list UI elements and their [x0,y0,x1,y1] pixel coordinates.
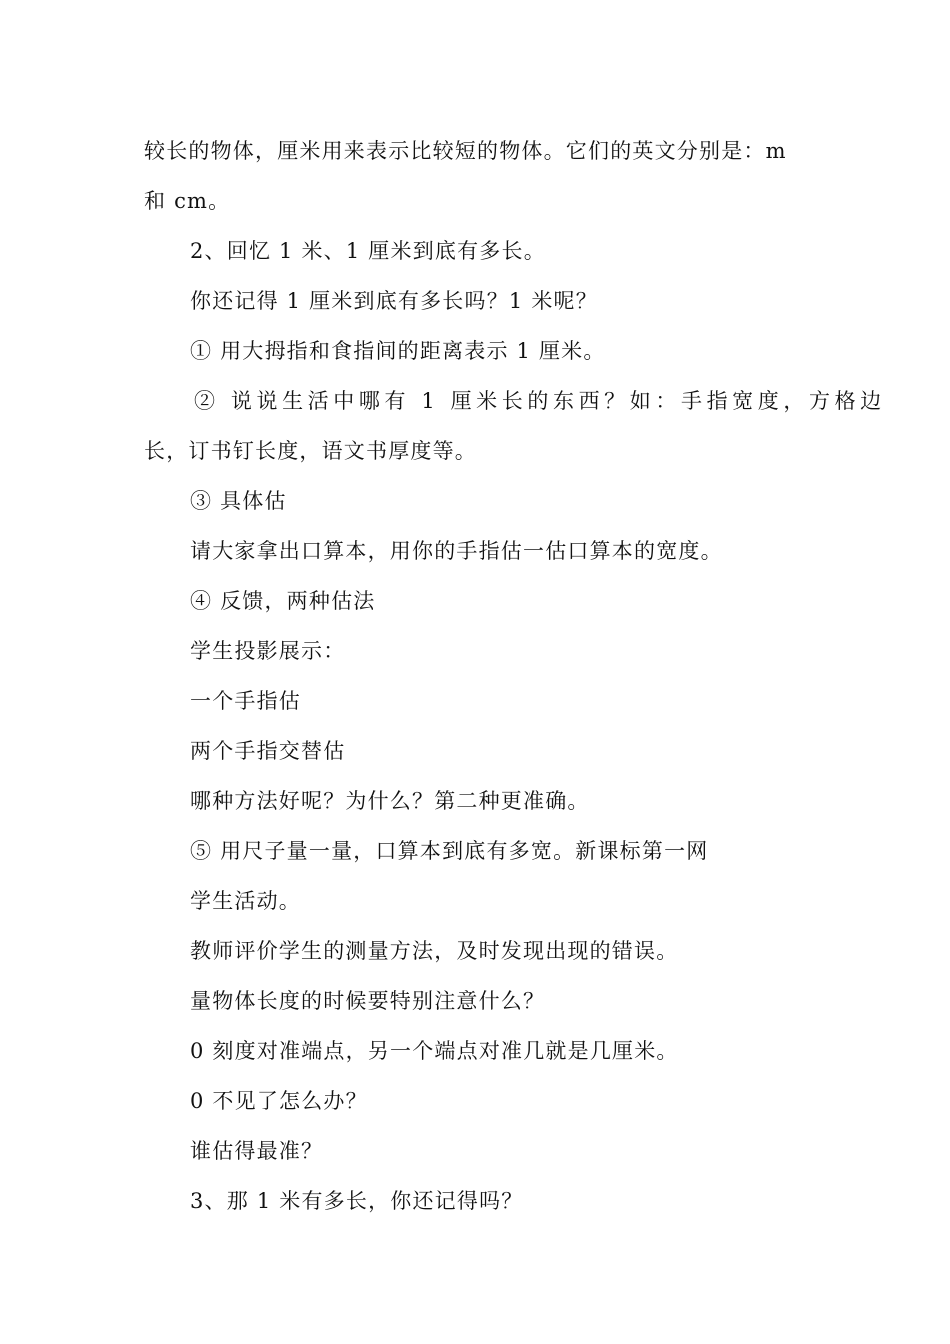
paragraph-line: 两个手指交替估 [190,739,346,763]
paragraph-line: 一个手指估 [190,689,301,713]
paragraph-line: 学生活动。 [190,889,301,913]
paragraph-line: 你还记得 1 厘米到底有多长吗？1 米呢？ [190,289,598,313]
section-heading: 3、那 1 米有多长，你还记得吗？ [190,1189,524,1213]
paragraph-line: 学生投影展示： [190,639,346,663]
paragraph-line: 量物体长度的时候要特别注意什么？ [190,989,546,1013]
paragraph-line: 哪种方法好呢？为什么？第二种更准确。 [190,789,590,813]
paragraph-line: 0 刻度对准端点，另一个端点对准几就是几厘米。 [190,1039,679,1063]
paragraph-line: 长，订书钉长度，语文书厚度等。 [144,439,477,463]
paragraph-line: 谁估得最准？ [190,1139,324,1163]
section-heading: 2、回忆 1 米、1 厘米到底有多长。 [190,239,546,263]
paragraph-line: 较长的物体，厘米用来表示比较短的物体。它们的英文分别是：m [144,139,787,163]
list-item: ⑤ 用尺子量一量，口算本到底有多宽。新课标第一网 [190,839,709,863]
paragraph-line: 0 不见了怎么办？ [190,1089,368,1113]
list-item: ① 用大拇指和食指间的距离表示 1 厘米。 [190,339,606,363]
list-item: ② 说说生活中哪有 1 厘米长的东西？如：手指宽度，方格边 [194,389,886,413]
list-item: ④ 反馈，两种估法 [190,589,376,613]
paragraph-line: 和 cm。 [144,189,231,213]
paragraph-line: 教师评价学生的测量方法，及时发现出现的错误。 [190,939,679,963]
list-item: ③ 具体估 [190,489,287,513]
paragraph-line: 请大家拿出口算本，用你的手指估一估口算本的宽度。 [190,539,723,563]
